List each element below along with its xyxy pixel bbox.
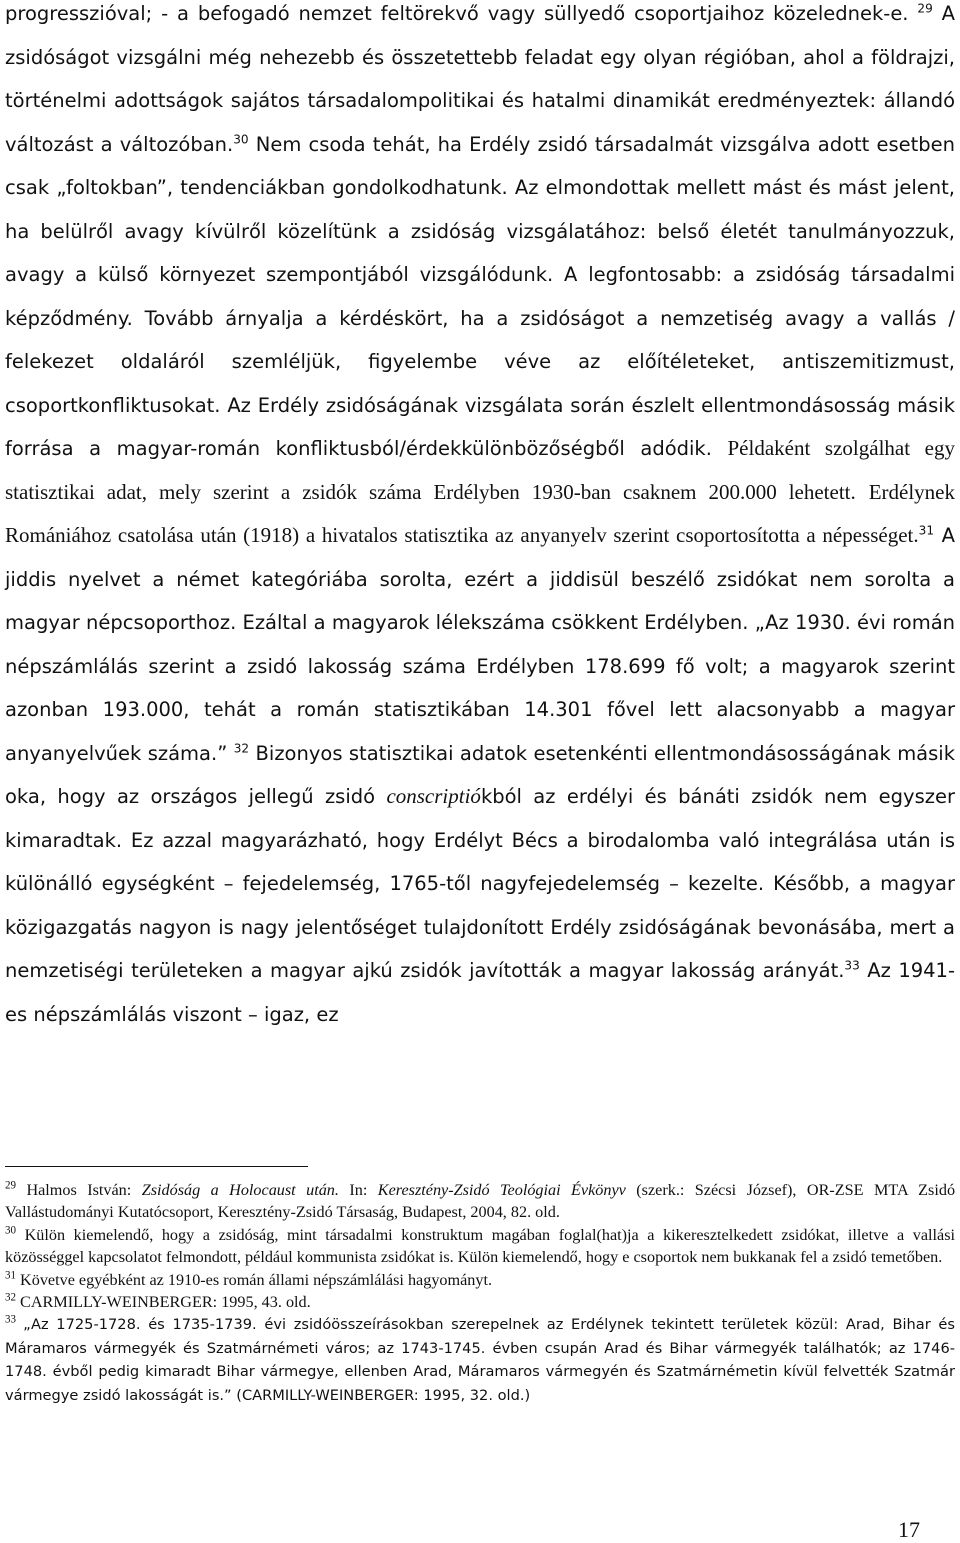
footnote-number: 31 [5,1269,16,1282]
body-paragraph [5,0,955,1036]
footnote-ref-31[interactable]: 31 [918,523,935,538]
footnote-33 [5,1313,955,1407]
footnote-italic-title: Zsidóság a Holocaust után. [141,1181,339,1199]
body-text-segment: Példaként szolgálhat egy statisztikai adat, mely szerint a zsidók száma Erdélyben 1930-ban csaknem 200.000 lehetett. [5,436,956,504]
footnote-number: 29 [5,1179,16,1192]
footnote-ref-30[interactable]: 30 [233,132,249,146]
body-text-segment: Nem csoda tehát, ha Erdély zsidó társadalmát vizsgálva adott esetben csak „foltokban”, tendenciákban gondolkodhatunk. Az elmondottak mellett mást és mást jelent, ha belülről avagy kívülről közelítünk a zsidóság vizsgálatához: belső életét tanulmányozzuk, avagy a külső környezet szempontjából vizsgálódunk. A legfontosabb: a zsidóság társadalmi képződmény. Tovább árnyalja a kérdéskört, ha a zsidóságot a nemzetiség avagy a vallás / felekezet oldaláról szemléljük, figyelembe véve az előítéleteket, antiszemitizmust, csoportkonfliktusokat. Az Erdély zsidóságának vizsgálata során észlelt ellentmondásosság másik forrása a magyar-román konfliktusból/érdekkülönbözőségből adódik. [5,132,955,460]
footnote-ref-29[interactable]: 29 [917,1,933,16]
footnote-separator [5,1166,308,1167]
footnote-29 [5,1179,955,1224]
body-text-segment: Bizonyos statisztikai adatok esetenkénti ellentmondásosságának másik oka, hogy az országos jellegű zsidó [5,741,956,808]
footnote-text: In: [349,1181,368,1199]
footnote-number: 32 [5,1291,16,1304]
body-text-segment: kból az erdélyi és bánáti zsidók nem egyszer kimaradtak. Ez azzal magyarázható, hogy Erdélyt Bécs a birodalomba való integrálása után is különálló egységként – fejedelemség, 1765-től nagyfejedelemség – kezelte. Később, a magyar közigazgatás nagyon is nagy jelentőséget tulajdonított Erdély zsidóságának bevonásába, mert a nemzetiségi területeken a magyar ajkú zsidók javították a magyar lakosság arányát. [5,785,955,982]
footnote-text: CARMILLY-WEINBERGER: 1995, 43. old. [20,1293,311,1312]
page-number: 17 [898,1517,920,1542]
footnote-text: Halmos István: [26,1181,132,1199]
footnote-text: Külön kiemelendő, hogy a zsidóság, mint társadalmi konstruktum magában foglal(hat)ja a kikeresztelkedett zsidókat, illetve a vallási közösséggel kapcsolatot felmondott, például kommunista zsidókat is. Külön kiemelendő, hogy e csoportok nem bukkanak fel a zsidó temetőben. [5,1225,956,1267]
footnotes-section [5,1179,955,1407]
footnote-ref-33[interactable]: 33 [844,958,860,973]
footnote-italic-title: Keresztény-Zsidó Teológiai Évkönyv [377,1181,626,1199]
footnote-32 [5,1291,955,1313]
footnote-text: „Az 1725-1728. és 1735-1739. évi zsidóösszeírásokban szerepelnek az Erdélynek tekintett területek közül: Arad, Bihar és Máramaros vármegyék és Szatmárnémeti város; az 1743-1745. évben csupán Arad és Bihar vármegyék találhatók; az 1746-1748. évből pedig kimaradt Bihar vármegye, ellenben Arad, Máramaros vármegyén és Szatmárnémetin kívül felvették Szatmár vármegye zsidó lakosságát is.” (CARMILLY-WEINBERGER: 1995, 32. old.) [5,1316,956,1404]
footnote-ref-32[interactable]: 32 [233,741,250,755]
body-text-segment: Az 1941-es népszámlálás viszont – igaz, ez [5,959,955,1026]
body-text-segment: A jiddis nyelvet a német kategóriába sorolta, ezért a jiddisül beszélő zsidókat nem sorolta a magyar népcsoporthoz. Ezáltal a magyarok lélekszáma csökkent Erdélyben. „Az 1930. évi román népszámlálás szerint a zsidó lakosság száma Erdélyben 178.699 fő volt; a magyarok szerint azonban 193.000, tehát a román statisztikában 14.301 fővel lett alacsonyabb a magyar anyanyelvűek száma.” [5,524,956,765]
footnote-30 [5,1224,955,1269]
footnote-text: Követve egyébként az 1910-es román állami népszámlálási hagyományt. [20,1270,493,1289]
italic-term: conscriptió [386,784,481,808]
footnote-31 [5,1269,955,1291]
footnote-number: 30 [5,1224,16,1237]
body-text-segment: progresszióval; - a befogadó nemzet feltörekvő vagy süllyedő csoportjaihoz közelednek-e. [5,2,909,25]
body-text-segment: A zsidóságot vizsgálni még nehezebb és összetettebb feladat egy olyan régióban, ahol a földrajzi, történelmi adottságok sajátos társadalompolitikai és hatalmi dinamikát eredményeztek: állandó változást a változóban. [5,2,956,156]
body-text-segment: Erdélynek Romániához csatolása után (1918) a hivatalos statisztika az anyanyelv szerint csoportosította a népességet. [5,479,955,547]
footnote-text: (szerk.: Szécsi József), OR-ZSE MTA Zsidó Vallástudományi Kutatócsoport, Keresztény-Zsidó Társaság, Budapest, 2004, 82. old. [5,1181,956,1222]
footnote-number: 33 [5,1314,16,1327]
